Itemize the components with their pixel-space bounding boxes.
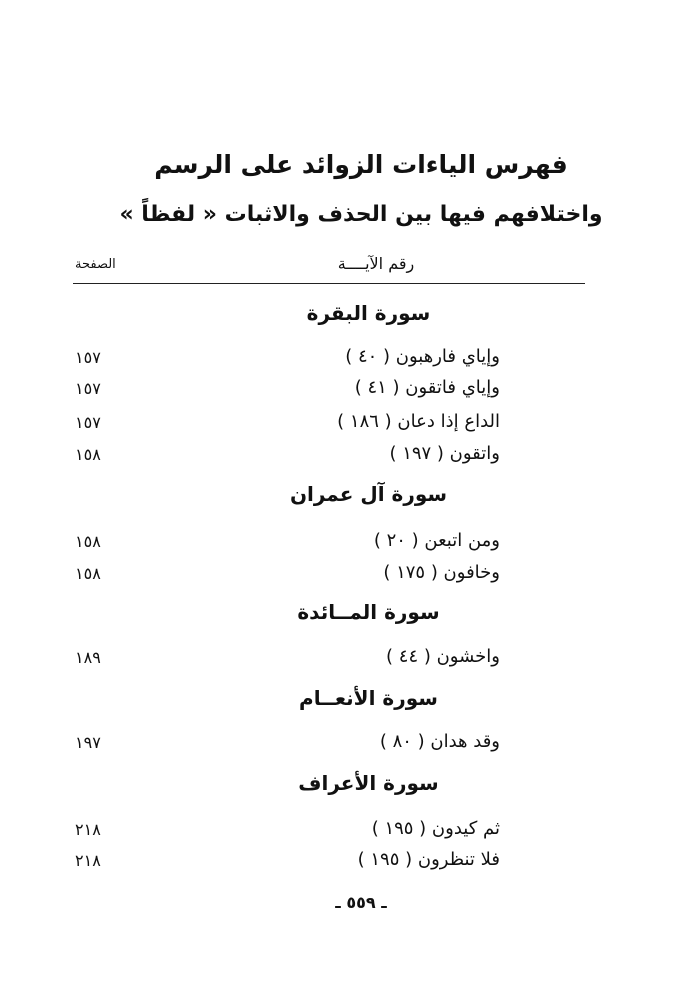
verse-entry: ثم كيدون ( ١٩٥ ) [371,818,500,839]
surah-heading: سورة آل عمران [289,482,448,506]
verse-entry: فلا تنظرون ( ١٩٥ ) [357,849,500,870]
page-ref: ١٥٨ [75,532,101,551]
verse-entry: واخشون ( ٤٤ ) [386,646,500,667]
verse-entry: وإياي فاتقون ( ٤١ ) [354,377,500,398]
page-ref: ١٥٧ [75,379,101,398]
page-ref: ١٥٧ [75,413,101,432]
page-title: فهرس الياءات الزوائد على الرسم [154,150,568,179]
page-ref: ١٥٨ [75,564,101,583]
header-rule [73,283,585,284]
verse-entry: وإياي فارهبون ( ٤٠ ) [345,346,500,367]
surah-heading: سورة الأعراف [298,771,439,795]
page-ref: ١٨٩ [75,648,101,667]
verse-entry: وخافون ( ١٧٥ ) [383,562,500,583]
verse-entry: ومن اتبعن ( ٢٠ ) [373,530,500,551]
verse-entry: واتقون ( ١٩٧ ) [389,443,500,464]
column-header-verse: رقم الآيــــة [337,254,415,273]
page-ref: ١٩٧ [75,733,101,752]
surah-heading: سورة المــائدة [297,600,440,624]
column-header-page: الصفحة [75,257,116,272]
page-subtitle: واختلافهم فيها بين الحذف والاثبات « لفظاً » [119,202,603,227]
page-ref: ١٥٨ [75,445,101,464]
surah-heading: سورة الأنعــام [299,686,438,710]
page-ref: ٢١٨ [75,851,101,870]
verse-entry: الداع إذا دعان ( ١٨٦ ) [337,411,500,432]
verse-entry: وقد هدان ( ٨٠ ) [379,731,500,752]
page-ref: ٢١٨ [75,820,101,839]
surah-heading: سورة البقرة [306,301,431,325]
page-number: ـ ٥٥٩ ـ [335,893,387,912]
page-ref: ١٥٧ [75,348,101,367]
